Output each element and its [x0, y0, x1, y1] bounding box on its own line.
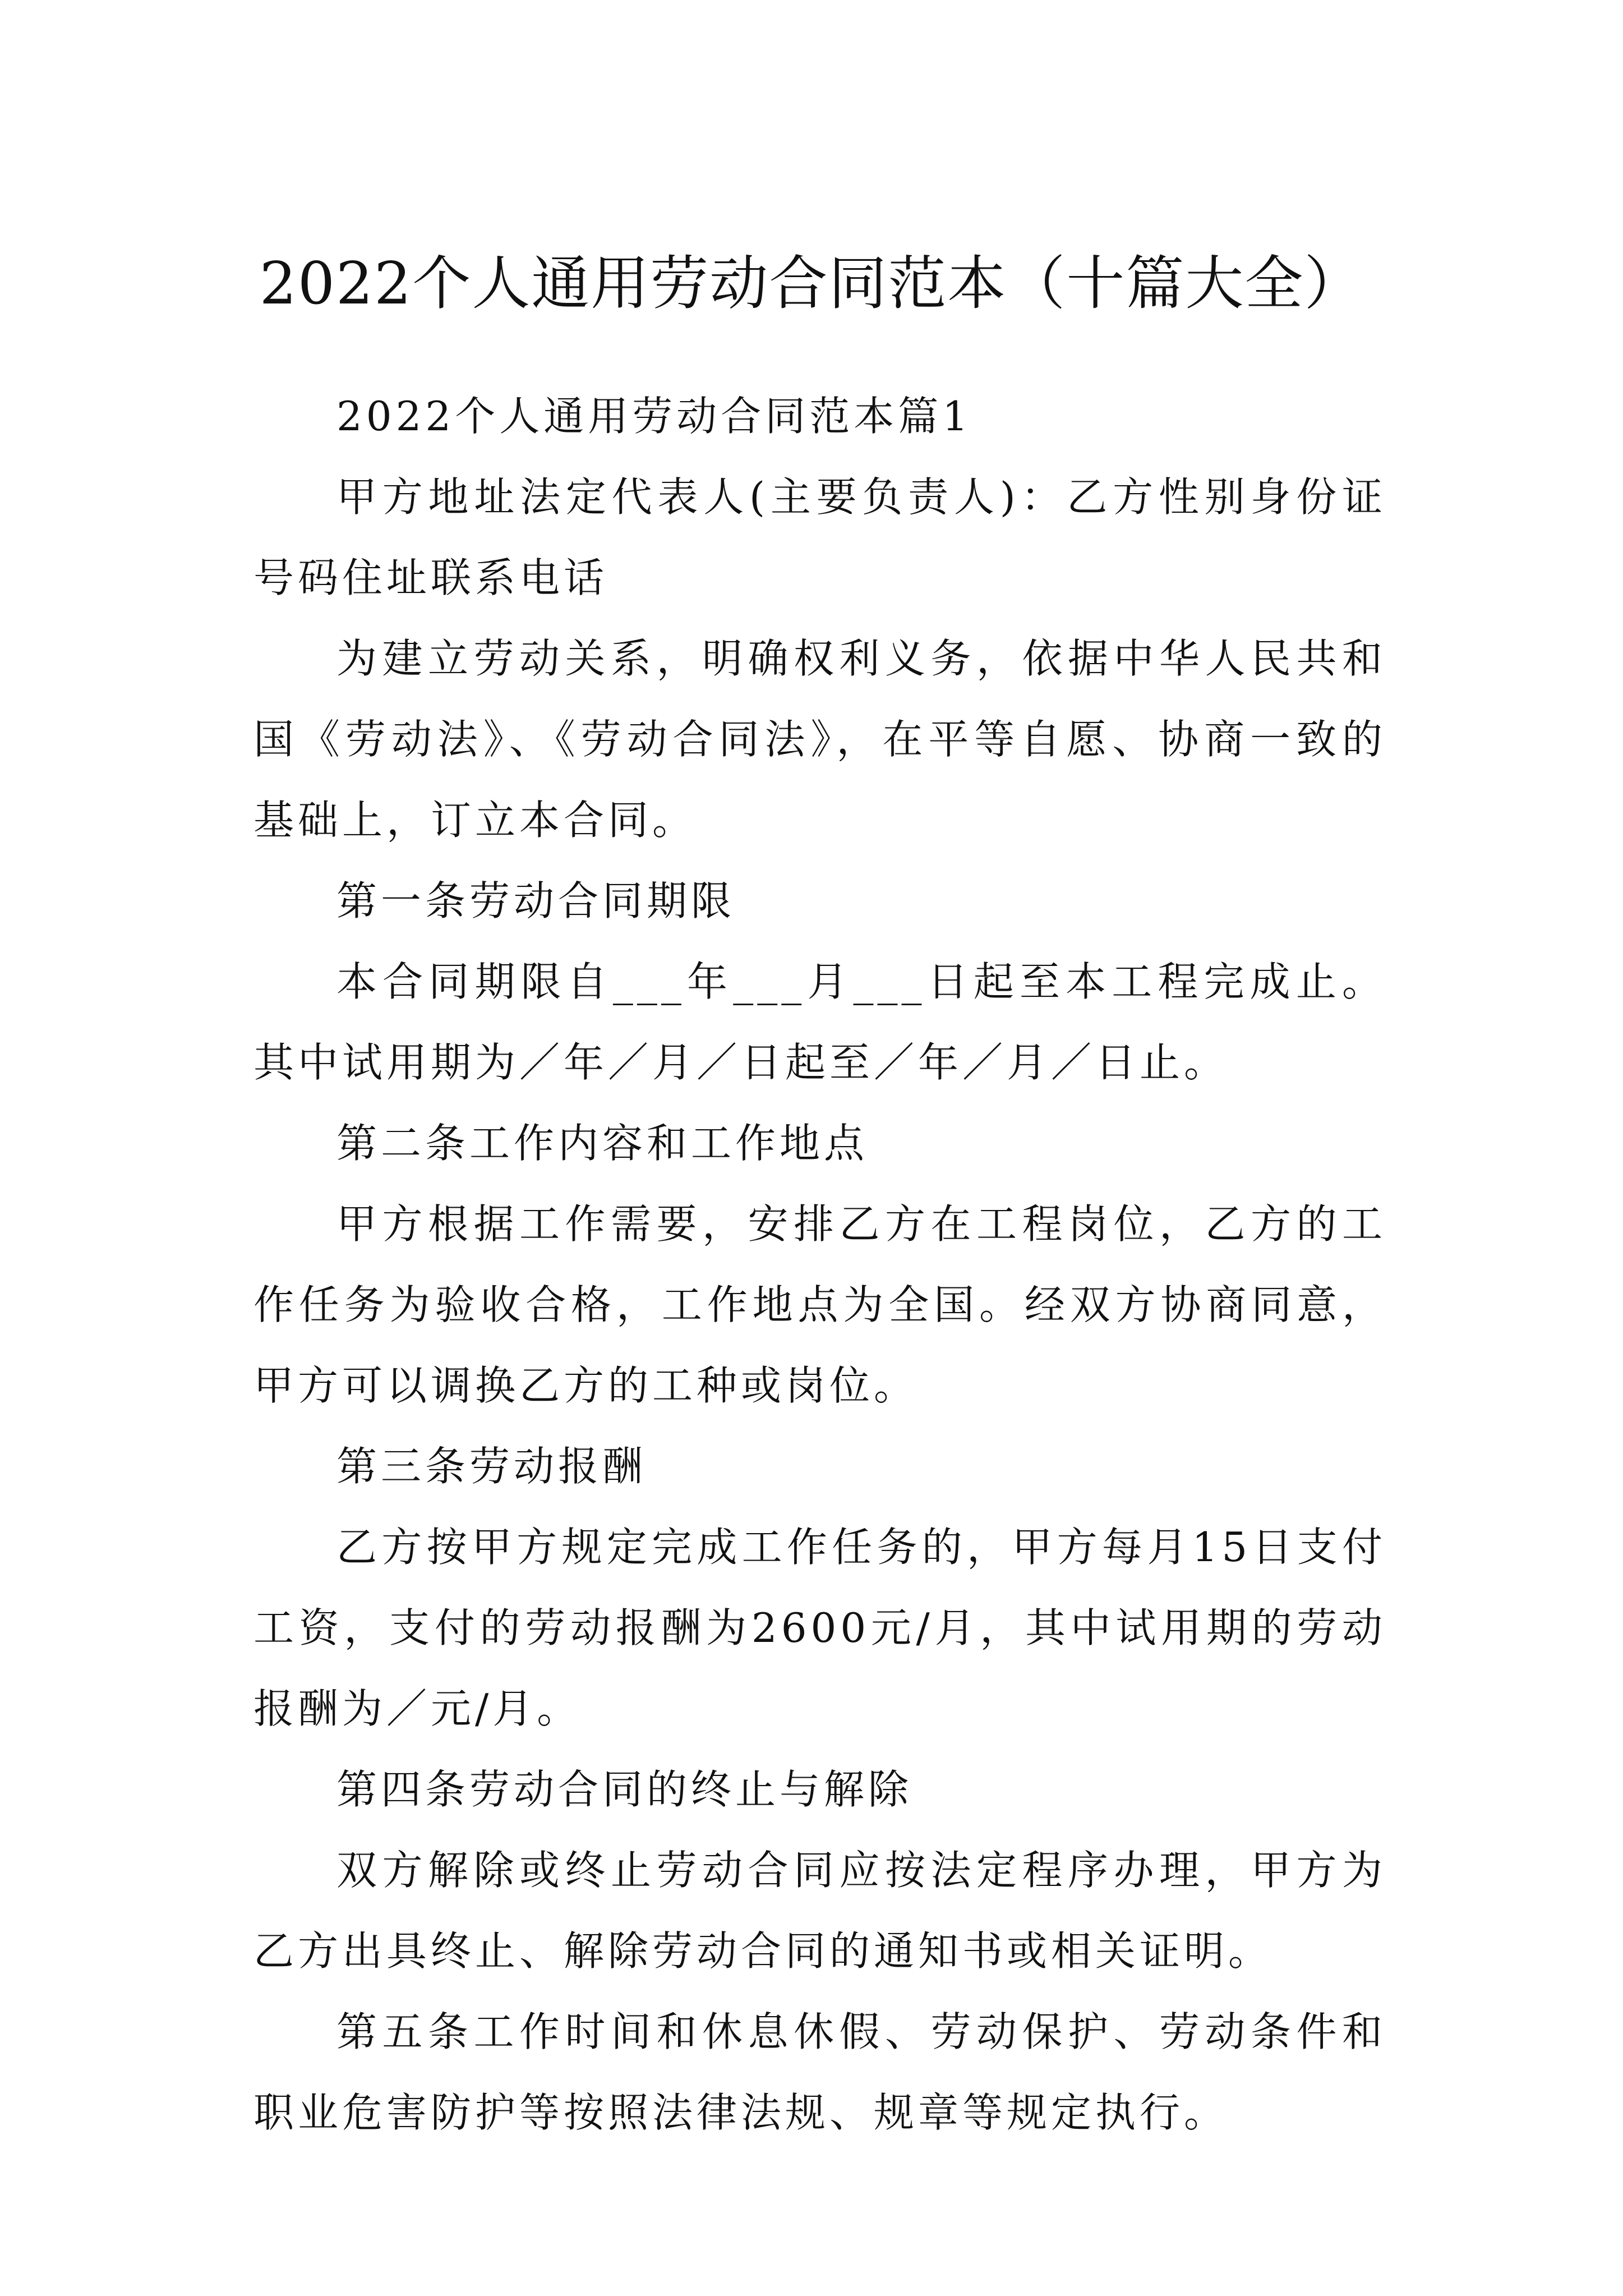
article-2-paragraph: 甲方根据工作需要，安排乙方在工程岗位，乙方的工作任务为验收合格，工作地点为全国。经双方协商同意，甲方可以调换乙方的工种或岗位。: [253, 1200, 1386, 1409]
article-2-heading: 第二条工作内容和工作地点: [336, 1120, 869, 1167]
article-3-heading: 第三条劳动报酬: [336, 1443, 647, 1490]
article-1-heading: 第一条劳动合同期限: [336, 877, 736, 924]
article-3-paragraph: 乙方按甲方规定完成工作任务的，甲方每月15日支付工资，支付的劳动报酬为2600元/月，其中试用期的劳动报酬为／元/月。: [253, 1524, 1386, 1732]
document-title: 2022个人通用劳动合同范本（十篇大全）: [259, 249, 1364, 318]
article-4-paragraph: 双方解除或终止劳动合同应按法定程序办理，甲方为乙方出具终止、解除劳动合同的通知书或相关证明。: [253, 1847, 1386, 1975]
article-1-paragraph: 本合同期限自___年___月___日起至本工程完成止。其中试用期为／年／月／日起至／年／月／日止。: [253, 958, 1386, 1086]
preamble-paragraph: 为建立劳动关系，明确权利义务，依据中华人民共和国《劳动法》、《劳动合同法》，在平等自愿、协商一致的基础上，订立本合同。: [253, 635, 1386, 844]
section-heading: 2022个人通用劳动合同范本篇1: [336, 393, 972, 440]
document-body: [253, 376, 1386, 2153]
article-4-heading: 第四条劳动合同的终止与解除: [336, 1766, 913, 1813]
party-info-paragraph: 甲方地址法定代表人(主要负责人)：乙方性别身份证号码住址联系电话: [253, 473, 1386, 601]
article-5-paragraph: 第五条工作时间和休息休假、劳动保护、劳动条件和职业危害防护等按照法律法规、规章等规定执行。: [253, 2008, 1386, 2136]
